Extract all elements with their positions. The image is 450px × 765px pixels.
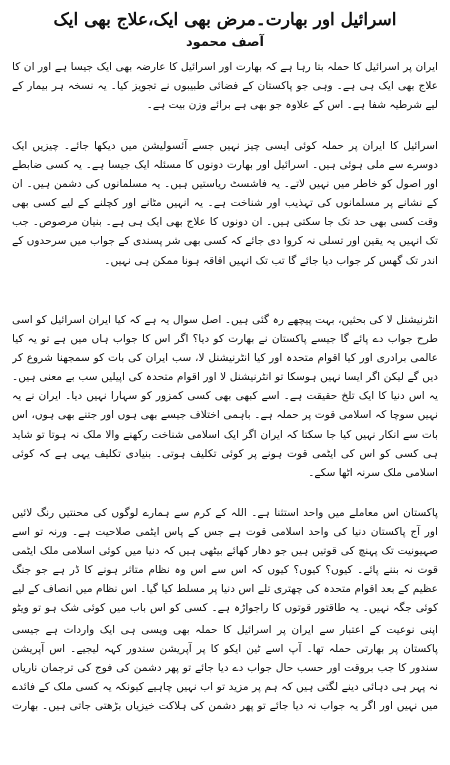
article-paragraph-4: پاکستان اس معاملے میں واحد استثنا ہے۔ اللہ کے کرم سے ہمارے لوگوں کی محنتیں رنگ لائیں اور آج پاکستان دنیا کی واحد اسلامی قوت ہے جس کے پاس ایٹمی صلاحیت ہے۔ ورنہ تو اسے صہیونیت تک پہنچ کی قوتیں ہیں جو دھار کھائے بیٹھی ہیں کہ دنیا میں کوئی اسلامی ملک ایٹمی قوت نہ بننے پائے۔ کیوں؟ کیوں؟ کیوں کہ اس سے اس وہ نظام متاثر ہونے کا ڈر ہے جو جنگ عظیم کے بعد اقوام متحدہ کی چھتری تلے اس دنیا پر مسلط کیا گیا۔ اس نظام میں انصاف کے لیے کوئی جگہ نہیں۔ یہ طاقتور قوتوں کا راجواڑہ ہے۔ کسی کو اس باب میں کوئی شک ہو تو ویٹو (12, 507, 438, 615)
article-author: آصف محمود (186, 35, 264, 50)
article-paragraph-5: اپنی نوعیت کے اعتبار سے ایران پر اسرائیل کا حملہ بھی ویسی ہی ایک واردات ہے جیسی پاکستان پر بھارتی حملہ تھا۔ آپ اسے ٹین ایکو کا پر آپریشن سندور کہہ لیجیے۔ اس آپریشن سندور کا جب بروقت اور حسب حال جواب دے دیا جائے تو پھر دشمن کی فوج کی ترجمان ناریاں نہ پہر ہی دہائی دینے لگتی ہیں کہ ہم پر مزید تو اب نہیں چاہیے کیونکہ یہ کسی ملک کے فائدے میں نہیں اور اگر یہ جواب نہ دیا جائے تو پھر دشمن کی ہلاکت خیزیاں بڑھتی جاتی ہیں۔ بھارت (12, 624, 438, 713)
article-paragraph-1: ایران پر اسرائیل کا حملہ بتا رہا ہے کہ بھارت اور اسرائیل کا عارضہ بھی ایک جیسا ہے اور ان کا علاج بھی ایک ہی ہے۔ وہی جو پاکستان کے فضائی طبیبوں نے تجویز کیا۔ یہ نسخہ ہر بیمار کے لیے شرطیہ شفا ہے۔ اس کے علاوہ جو بھی ہے برائے وزن بیت ہے۔ (12, 61, 438, 112)
article-title: اسرائیل اور بھارت۔مرض بھی ایک،علاج بھی ایک (53, 10, 397, 30)
article-paragraph-2: اسرائیل کا ایران پر حملہ کوئی ایسی چیز نہیں جسے آئسولیشن میں دیکھا جائے۔ چیزیں ایک دوسرے سے ملی ہوئی ہیں۔ اسرائیل اور بھارت دونوں کا مسئلہ ایک جیسا ہے۔ یہ کسی ضابطے اور اصول کو خاطر میں نہیں لاتے۔ یہ فاشسٹ ریاستیں ہیں۔ یہ مسلمانوں کی دشمن ہیں۔ ان کے نشانے پر مسلمانوں کی تہذیب اور شناخت ہے۔ یہ انہیں مٹانے اور کچلنے کے لیے کسی بھی وقت کسی بھی حد تک جا سکتی ہیں۔ ان دونوں کا علاج بھی ایک ہی ہے۔ بنیان مرصوص۔ جب تک انہیں یہ یقین اور تسلی نہ کروا دی جائے کہ کسی بھی شر پسندی کے جواب میں سرحدوں کے اندر تک گھس کر جواب دیا جائے گا تب تک انہیں افاقہ ہونا ممکن ہی نہیں۔ (12, 140, 438, 267)
article-paragraph-3: انٹرنیشنل لا کی بحثیں، بہت پیچھے رہ گئی ہیں۔ اصل سوال یہ ہے کہ کیا ایران اسرائیل کو اسی طرح جواب دے پائے گا جیسے پاکستان نے بھارت کو دیا؟ اگر اس کا جواب ہاں میں ہے تو یہ کیا عالمی برادری اور کیا اقوام متحدہ اور کیا انٹرنیشنل لا، سب ایران کی بات کو سمجھنا شروع کر دیں گے لیکن اگر ایسا نہیں ہوسکا تو انٹرنیشنل لا اور اقوام متحدہ کی اپیلیں سب بے معنی ہیں۔ یہ اس دنیا کا ایک تلخ حقیقت ہے۔ اسے کبھی بھی کسی کمزور کو سہارا نہیں دیا۔ ایران نے یہ نہیں سوچا کہ اسلامی قوت پر حملہ ہے۔ باہمی اختلاف جیسے بھی ہوں اور جتنے بھی ہوں، اس بات سے انکار نہیں کیا جا سکتا کہ ایران اگر ایک اسلامی شناخت رکھنے والا ملک نہ ہوتا تو شاید ہی کسی کو اس کی ایٹمی قوت ہونے پر کوئی تکلیف ہوتی۔ بنیادی تکلیف یہی ہے کہ کوئی اسلامی ملک سرنہ اٹھا سکے۔ (12, 314, 438, 479)
